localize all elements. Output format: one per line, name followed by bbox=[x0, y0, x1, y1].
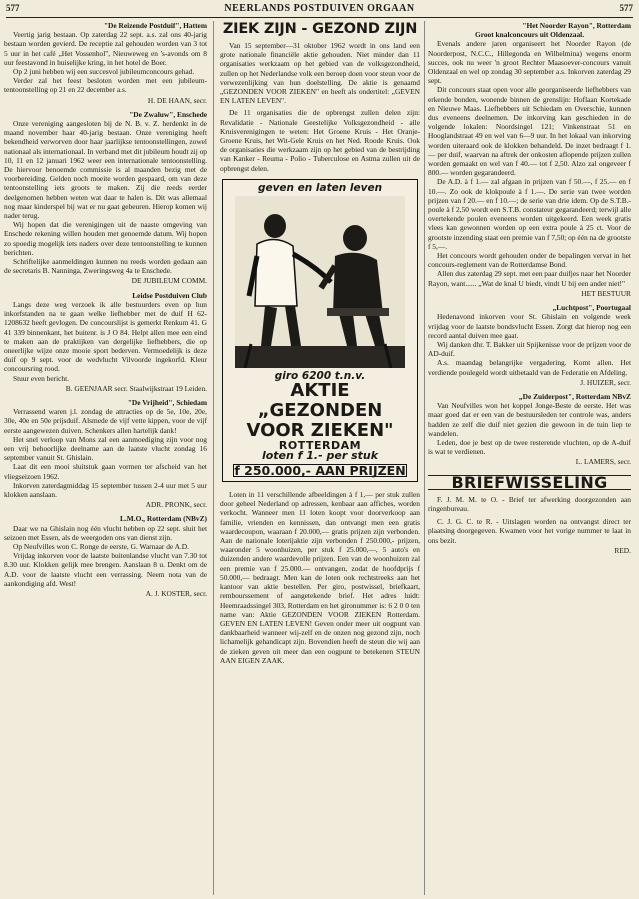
signature: J. HUIZER, secr. bbox=[580, 377, 631, 387]
headline: ZIEK ZIJN - GEZOND ZIJN bbox=[222, 21, 418, 37]
article bbox=[4, 398, 207, 509]
briefwisseling-heading: BRIEFWISSELING bbox=[428, 475, 631, 490]
column-middle bbox=[220, 21, 420, 895]
article bbox=[428, 392, 631, 467]
article bbox=[4, 110, 207, 286]
paragraph: De A.D. à f 1.— zal afgaan in prijzen van f 50.—, f 25.— en f 10.—. Zo ook de klokpoule à f 1.—. De serie van twee worden prijzen van f 20.— en f 10.—; de serie van drie idem. Op de S.T.B.-poule à f 2,50 wordt een S.T.B. constateur gegarandeerd; terwijl alle overtekende poulen eveneens worden uitgekeerd. Een week gratis vlees kan gewonnen worden op een extra poule à 25 ct. Voor de grootste inzending staat een premie van f 7,50; op één na de grootste f 5,—. bbox=[428, 177, 631, 251]
paragraph: Dit concours staat open voor alle georganiseerde liefhebbers van erkende bonden, wonende binnen de grenslijn: Hoflaan Kortekade en Nieuwe Maas. Liefhebbers uit Schiedam en Overschie, kunnen dus eveneens deelnemen. De inkorving kan geschieden in de volgende lokalen: Noordsingel 121; Vinkenstraat 51 en Hooglandstraat 49 en wel van 6—9 uur. In het lokaal van inkorving worden uiteraard ook de klokken behandeld. De inzet bedraagt f 1.— per duif, waarvan na aftrek der onkosten aflopende prijzen zullen worden gemaakt en wel van f 40.— tot f 2,50. Alzo zal ongeveer f 800.— worden gegarandeerd. bbox=[428, 85, 631, 178]
paragraph: Laat dit een mooi sluitstuk gaan vormen ter afscheid van het vliegseizoen 1962. bbox=[4, 462, 207, 481]
paragraph: Daar we na Ghislain nog één vlucht hebben op 22 sept. sluit het seizoen met Essen, als de weergoden ons van dienst zijn. bbox=[4, 523, 207, 542]
ad-price: loten f 1.- per stuk bbox=[261, 448, 379, 462]
publication-title: NEERLANDS POSTDUIVEN ORGAAN bbox=[224, 3, 415, 14]
paragraph: Van 15 september—31 oktober 1962 wordt in ons land een grote nationale financiële aktie gehouden. Niet minder dan 11 organisaties werkzaam op het gebied van de volksgezondheid, zullen op het Nederlandse volk een beroep doen voor steun voor de verwezenlijking van hun doelstelling. De aktie is genaamd „GEZONDEN VOOR ZIEKEN" en heeft als ondertitel: „GEVEN EN LATEN LEVEN". bbox=[220, 41, 420, 106]
paragraph: Inkorven zaterdagmiddag 15 september tussen 2-4 uur met 5 uur klokken aanslaan. bbox=[4, 480, 207, 499]
paragraph: Hedenavond inkorven voor St. Ghislain en volgende week vrijdag voor de laatste bondsvlucht Essen. Zorgt dat hierop nog een record aantal duiven mee gaat. bbox=[428, 312, 631, 340]
letter-item: F. J. M. M. te O. - Brief ter afwerking doorgezonden aan ringenbureau. bbox=[428, 494, 631, 513]
page-number-right: 577 bbox=[619, 3, 633, 13]
paragraph: Van Neufvilles won het koppel Jonge-Beste de eerste. Het was maar goed dat er een van de bestuursleden ter controle was, anders hadden ze zelf die duif niet gezien die gewoon in de tuin liep te wandelen. bbox=[428, 401, 631, 438]
ad-title: AKTIE „GEZONDEN VOOR ZIEKEN" bbox=[246, 380, 394, 442]
paragraph: Veertig jarig bestaan. Op zaterdag 22 sept. a.s. zal ons 40-jarig bestaan worden gevierd. De receptie zal gehouden worden van 3 tot 5 uur in het café „Het Vossenhol", Nieuweweg en 's-avonds om 8 uur feestavond in huiselijke kring, in het hotel de Boer. bbox=[4, 30, 207, 67]
signature: DE JUBILEUM COMM. bbox=[131, 276, 207, 286]
column-right bbox=[428, 21, 631, 895]
paragraph: Onze vereniging aangesloten bij de N. B. v. Z. herdenkt in de maand november haar 40-jarig bestaan. Onze vereniging heeft bekendheid verworven door haar jaarlijkse tentoonstellingen, zowel nationaal als internationaal. In verband met dit jubileum houdt zij op 10, 11 en 12 januari 1962 weer een internationale tentoonstelling. De hiervoor benoemde commissie is al maanden bezig met de voorbereiding. Gelden noch moeite worden gespaard, om van deze tentoonstelling iets groots te maken. Zij die reeds eerder deelgenomen hebben weten wat daar te halen is. Dit was allemaal nog maar kinderspel bij wat er nu gaat gebeuren. Hierop komen wij nader terug. bbox=[4, 119, 207, 221]
advertisement bbox=[222, 179, 418, 482]
article bbox=[4, 514, 207, 598]
paragraph: Allen dus zaterdag 29 sept. met een paar duifjes naar het Noorder Rayon, want...... „Wat de knal U biedt, vindt U bij een ander niet!" bbox=[428, 269, 631, 288]
paragraph: Stuur even bericht. bbox=[13, 373, 70, 383]
ad-tagline: geven en laten leven bbox=[257, 181, 383, 194]
paragraph: Verrassend waren j.l. zondag de attracties op de 5e, 10e, 20e, 30e, 40e en 50e prijsduif. Alsmede de vijf vette kippen, voor de vijf eerste aangewezen duiven. Schenkers allen hartelijk dank! bbox=[4, 407, 207, 435]
article-heading: "De Vrijheid", Schiedam bbox=[127, 397, 207, 407]
paragraph: Het concours wordt gehouden onder de bepalingen vervat in het concours-reglement van de Rotterdamse Bond. bbox=[428, 251, 631, 270]
paragraph: Schriftelijke aanmeldingen kunnen nu reeds worden gedaan aan de secretaris B. Nanninga, Zweringsweg 4a te Enschede. bbox=[4, 257, 207, 276]
ad-illustration bbox=[235, 196, 405, 368]
paragraph: Langs deze weg verzoek ik alle bestuurders even op hun inkorfstanden na te gaan welke liefhebber met de duif H 62-1208632 heeft gevlogen. De concourslijst is gemerkt Renkum 41. G 41 339 binnenkant, het buitenr. is J O 84. Helpt allen mee een eind te maken aan de praktijken van dergelijke liefhebbers, die op oneerlijke wijze onze mooie sport bederven. Vermoedelijk is deze duif op 9 sept. voor de wedvlucht Vilvoorde ingekorfd. Kleur concoursring rood. bbox=[4, 299, 207, 374]
column-left bbox=[4, 21, 207, 895]
paragraph: A.s. maandag belangrijke vergadering. Komt allen. Het verdiende poulegeld wordt uitbetaald van de Federatie en Afdeling. bbox=[428, 358, 631, 377]
article-heading: "De Reizende Postduif", Hattem bbox=[103, 21, 207, 30]
column-divider bbox=[424, 21, 425, 895]
article-heading: „De Zuiderpost", Rotterdam NBvZ bbox=[518, 391, 631, 401]
ad-city: ROTTERDAM bbox=[278, 439, 362, 453]
signature: H. DE HAAN, secr. bbox=[147, 95, 207, 105]
paragraph: Het snel verloop van Mons zal een aanmoediging zijn voor nog een vrij behoorlijke deelname aan de laatste vlucht zondag 16 september vanuit St. Ghislain. bbox=[4, 434, 207, 463]
paragraph: Vrijdag inkorven voor de laatste buitenlandse vlucht van 7.30 tot 8.30 uur. Klokken gelijk mee brengen. Aanslaan 8 u. Denkt om de A.D. voor de laatste vlucht een verrassing. Neem nota van de aankondiging afd. West! bbox=[4, 551, 207, 588]
page-number-left: 577 bbox=[6, 3, 20, 13]
ad-giro: giro 6200 t.n.v. bbox=[274, 370, 366, 383]
signature: RED. bbox=[614, 545, 631, 555]
paragraph: Evenals andere jaren organiseert het Noorder Rayon (de Noorderpost, N.C.C., Hillegonda en Wilhelmina) wegens enorm succes, ook nu weer 'n groot Rechter Maasoever-concours vanuit Oldenzaal en wel op zondag 30 september a.s. Inkorven zaterdag 29 sept. bbox=[428, 39, 631, 86]
article-heading: Leidse Postduiven Club bbox=[132, 290, 207, 300]
page-header bbox=[0, 0, 639, 18]
paragraph: Op 2 juni hebben wij een succesvol jubileumconcours gehad. bbox=[13, 67, 195, 77]
paragraph: Verder zal het feest besloten worden met een jubileum-tentoonstelling op 21 en 22 december a.s. bbox=[4, 76, 207, 95]
article-subheading: Groot knalconcours uit Oldenzaal. bbox=[474, 30, 585, 40]
article bbox=[428, 21, 631, 298]
paragraph: Wij danken dhr. T. Bakker uit Spijkenisse voor de prijzen voor de AD-duif. bbox=[428, 339, 631, 359]
article-heading: "Het Noorder Rayon", Rotterdam bbox=[522, 21, 631, 30]
column-left-articles bbox=[4, 21, 207, 598]
article-heading: „Luchtpost", Poortugaal bbox=[552, 303, 631, 313]
paragraph: Op Neufvilles won C. Ronge de eerste, G. Warnaar de A.D. bbox=[13, 541, 189, 551]
paragraph: Leden, doe je best op de twee resterende vluchten, op de A-duif is wat te verdienen. bbox=[428, 437, 631, 457]
signature: A. J. KOSTER, secr. bbox=[145, 588, 207, 598]
article bbox=[4, 291, 207, 393]
article bbox=[428, 303, 631, 387]
signature: L. LAMERS, secr. bbox=[575, 457, 631, 467]
letter-item: C. J. G. C. te R. - Uitslagen worden na ontvangst direct ter plaatsing doorgegeven. Kwamen voor het vorige nummer te laat in ons bezit. bbox=[428, 517, 631, 545]
paragraph: Wij hopen dat die verenigingen uit de naaste omgeving van Enschede rekening willen houden met genoemde datum. Wij hopen zo spoedig mogelijk iets naders over deze tentoonstelling te kunnen berichten. bbox=[4, 220, 207, 257]
paragraph: Loten in 11 verschillende afbeeldingen à f 1,— per stuk zullen door geheel Nederland op adressen, kenbaar aan affiches, worden verkocht. Wanneer men 11 loten koopt voor doorverkoop aan familie, vrienden en kennissen, dan ontvangt men een gratis waardecoupon, waaraan f 20.000,— gratis prijzen zijn verbonden. Aan de nationale loterijaktie zijn verbonden f 250.000,- prijzen, waaronder 5 woonhuizen, per stuk f 25.000,—, 5 auto's en duizenden andere waardevolle prijzen. Een van de woonhuizen zal een premie van f 25.000.— ontvangen, zodat de hoofdprijs f 50.000,— bedraagt. Men kan de loten ook rechtstreeks aan het kantoor van aktie bestellen. Per giro, postwissel, briefkaart, rembourssement of aangetekende brief. Het adres luidt: Heemraadssingel 303, Rotterdam en het gironummer is: 6 2 0 0 ten name van: Aktie GEZONDEN VOOR ZIEKEN Rotterdam. GEVEN EN LATEN LEVEN! Geven onder meer uit oogpunt van dankbaarheid wanneer wij-zelf en de onzen nog gezond zijn, noch lichamelijk gehandicapt zijn. Bovendien heeft de steun die wij aan de zieken geven uit meer dan een oogpunt te betekenen STEUN AAN EIGEN ZAAK. bbox=[220, 490, 420, 665]
signature: B. GEENJAAR secr. Staalwijkstraat 19 Leiden. bbox=[65, 383, 207, 393]
article bbox=[4, 21, 207, 105]
signature: ADR. PRONK, secr. bbox=[145, 500, 207, 510]
column-divider bbox=[213, 21, 214, 895]
article-heading: L.M.O., Rotterdam (NBvZ) bbox=[119, 514, 207, 524]
signature: HET BESTUUR bbox=[581, 288, 631, 298]
article-heading: "De Zwaluw", Enschede bbox=[129, 109, 207, 119]
header-rule bbox=[6, 17, 633, 18]
ad-prizes: f 250.000,- AAN PRIJZEN bbox=[234, 462, 406, 478]
paragraph: De 11 organisaties die de opbrengst zullen delen zijn: Revalidatie - Nationale Geestelijke Volksgezondheid - alle Kruisverenigingen te weten: Het Groene Kruis - Het Oranje-Groene Kruis, het Wit-Gele Kruis en het Ned. Roode Kruis. Ook de organisaties die werkzaam zijn op het gebied van de bestrijding van Kanker - Reuma - Polio - Tuberculose en Astma zullen uit de opbrengst delen. bbox=[220, 108, 420, 173]
column-right-articles bbox=[428, 21, 631, 467]
